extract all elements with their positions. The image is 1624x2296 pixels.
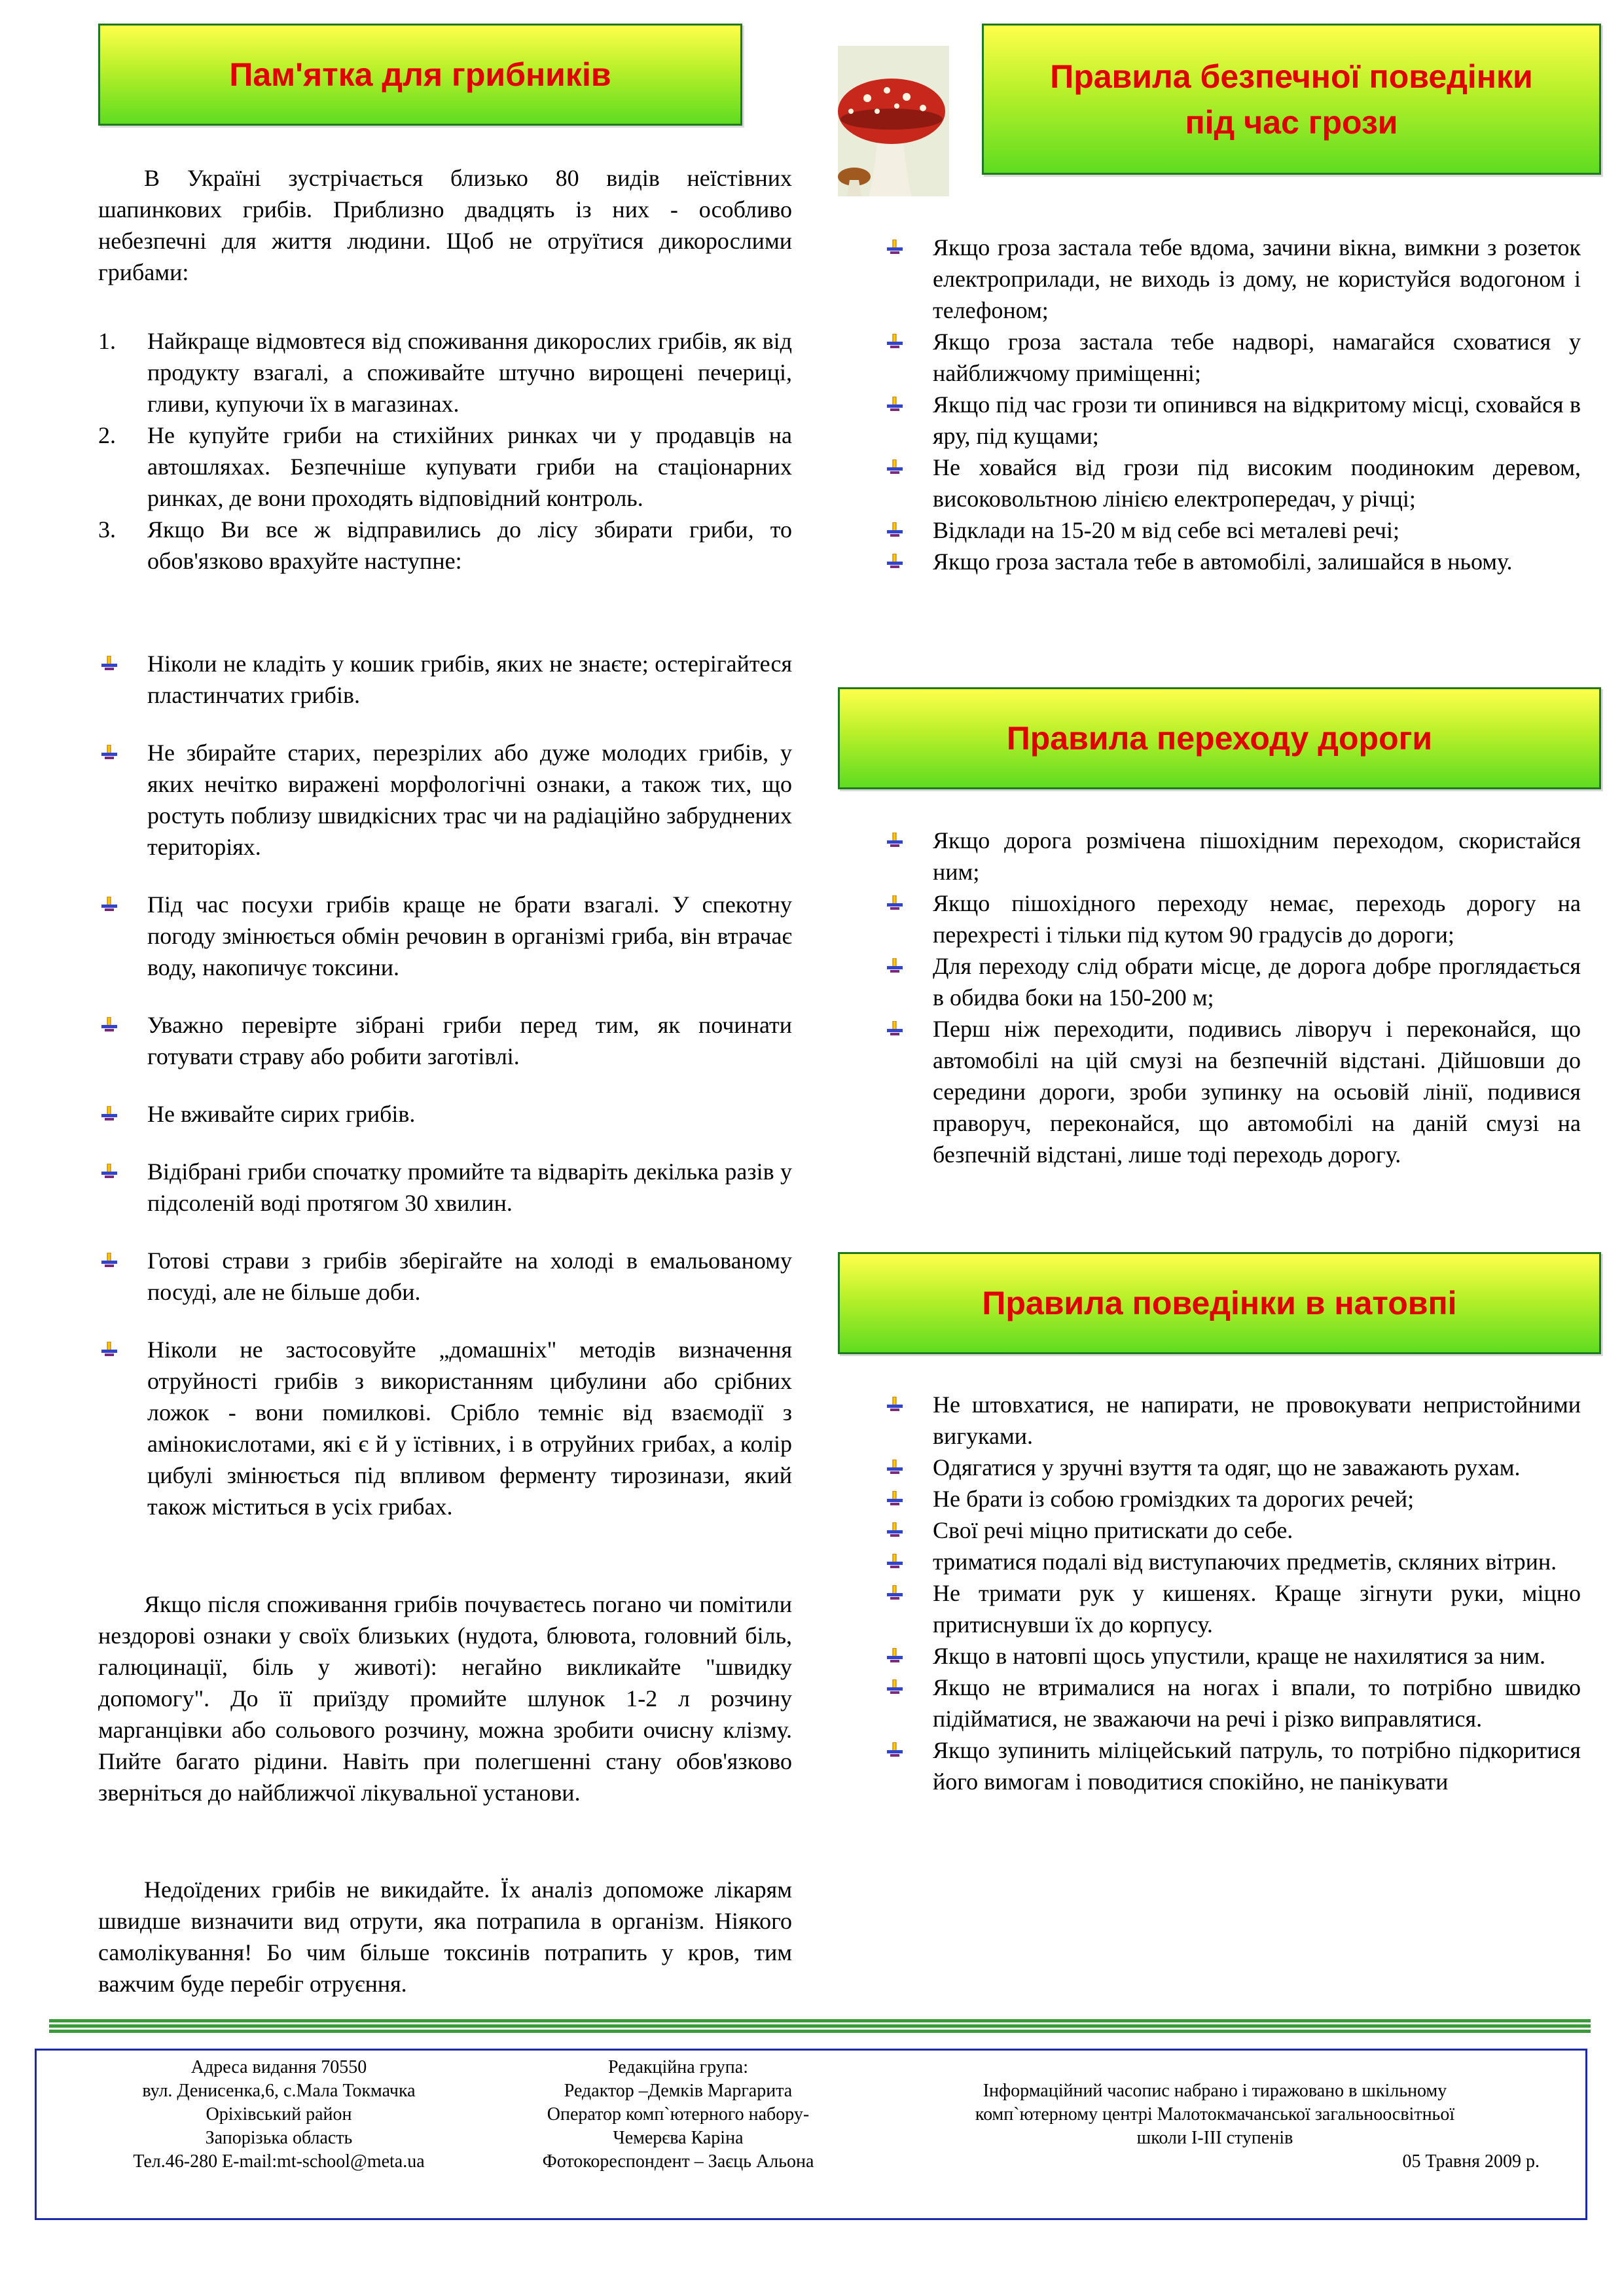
list-item: Готові страви з грибів зберігайте на холоді в емальованому посуді, але не більше доби. (98, 1245, 792, 1308)
bullet-icon (101, 897, 118, 914)
mushroom-tips-list (98, 648, 792, 1522)
mushroom-poisoning-advice: Якщо після споживання грибів почуваєтесь погано чи помітили нездорові ознаки у своїх близьких (нудота, блювота, головний біль, галюцинації, біль у животі): негайно викликайте "швидку допомогу". До її приїзду промийте шлунок 1-2 л розчину марганцівки або сольового розчину, можна зробити очисну клізму. Пийте багато рідини. Навіть при полегшенні стану обов'язково зверніться до найближчої лікувальної установи. (98, 1591, 792, 1806)
list-item: Не брати із собою громіздких та дорогих речей; (884, 1483, 1581, 1515)
list-item: Ніколи не застосовуйте „домашніх" методів визначення отруйності грибів з використанням цибулини або срібних ложок - вони помилкові. Срібло темніє від взаємодії з амінокислотами, які є й у їстівних, і в отруйних грибах, а колір цибулі змінюється під впливом ферменту тирозинази, який також міститься в усіх грибах. (98, 1334, 792, 1522)
list-item: 1. Найкраще відмовтеся від споживання дикорослих грибів, як від продукту взагалі, а споживайте штучно вирощені печериці, гливи, купуючи їх в магазинах. (98, 328, 792, 417)
footer-editorial: Редакційна група: Редактор –Демків Маргарита Оператор комп`ютерного набору- Чемерєва Каріна Фотокореспондент – Заєць Альона (542, 2057, 814, 2172)
mushroom-intro: В Україні зустрічається близько 80 видів неїстівних шапинкових грибів. Приблизно двадцять із них - особливо небезпечні для життя людини. Щоб не отруїтися дикорослими грибами: (98, 165, 792, 285)
bullet-icon (101, 745, 118, 762)
list-item: Одягатися у зручні взуття та одяг, що не заважають рухам. (884, 1452, 1581, 1483)
list-item: 2. Не купуйте гриби на стихійних ринках чи у продавців на автошляхах. Безпечніше купувати гриби на стаціонарних ринках, де вони проходять відповідний контроль. (98, 422, 792, 511)
bullet-icon (886, 1679, 903, 1696)
bullet-icon (101, 1164, 118, 1181)
bullet-icon (886, 459, 903, 476)
bullet-icon (886, 833, 903, 850)
bullet-icon (101, 1017, 118, 1034)
list-item: Свої речі міцно притискати до себе. (884, 1515, 1581, 1546)
list-item: Під час посухи грибів краще не брати взагалі. У спекотну погоду змінюється обмін речовин в організмі гриба, він втрачає воду, накопичує токсини. (98, 889, 792, 983)
footer-imprint (35, 2049, 1587, 2220)
bullet-icon (886, 1491, 903, 1508)
road-section-title: Правила переходу дороги (838, 687, 1601, 789)
road-rules-list (884, 825, 1581, 1170)
bullet-icon (886, 554, 903, 571)
mushroom-closing-note: Недоїдених грибів не викидайте. Їх аналіз допоможе лікарям швидше визначити вид отрути, яка потрапила в організм. Ніякого самолікування! Бо чим більше токсинів потрапить у кров, тим важчим буде перебіг отруєння. (98, 1876, 792, 1997)
list-item: Не вживайте сирих грибів. (98, 1098, 792, 1130)
bullet-icon (886, 240, 903, 257)
bullet-icon (886, 1742, 903, 1759)
bullet-icon (886, 1460, 903, 1477)
list-item: Якщо гроза застала тебе надворі, намагайся сховатися у найближчому приміщенні; (884, 326, 1581, 389)
list-item: Для переходу слід обрати місце, де дорога добре проглядається в обидва боки на 150-200 м; (884, 950, 1581, 1013)
mushroom-section-title: Пам'ятка для грибників (98, 24, 742, 126)
list-item: Якщо в натовпі щось упустили, краще не нахилятися за ним. (884, 1640, 1581, 1672)
list-item: Відклади на 15-20 м від себе всі металеві речі; (884, 514, 1581, 546)
footer-date: 05 Травня 2009 р. (1402, 2151, 1540, 2172)
list-item: Не ховайся від грози під високим поодиноким деревом, високовольтною лінією електропередач, у річці; (884, 452, 1581, 514)
footer-info: Інформаційний часопис набрано і тиражовано в шкільному комп`ютерному центрі Малотокмачанської загальноосвітньої школи І-ІІІ ступенів (975, 2081, 1455, 2148)
list-item: Перш ніж переходити, подивись ліворуч і переконайся, що автомобілі на цій смузі на безпечній відстані. Дійшовши до середини дороги, зроби зупинку на осьовій лінії, подивися праворуч, переконайся, що автомобілі на даній смузі на безпечній відстані, лише тоді переходь дорогу. (884, 1013, 1581, 1170)
storm-rules-list (884, 232, 1581, 577)
mushroom-numbered-list (98, 325, 792, 577)
bullet-icon (886, 522, 903, 539)
list-item: Якщо не втрималися на ногах і впали, то потрібно швидко підійматися, не зважаючи на речі і різко виправлятися. (884, 1672, 1581, 1734)
bullet-icon (101, 1106, 118, 1123)
bullet-icon (886, 1021, 903, 1038)
bullet-icon (886, 1522, 903, 1539)
list-item: Якщо дорога розмічена пішохідним переходом, скористайся ним; (884, 825, 1581, 888)
bullet-icon (886, 334, 903, 351)
crowd-rules-list (884, 1389, 1581, 1797)
bullet-icon (886, 895, 903, 912)
list-item: Не тримати рук у кишенях. Краще зігнути руки, міцно притиснувши їх до корпусу. (884, 1577, 1581, 1640)
list-item: Не збирайте старих, перезрілих або дуже молодих грибів, у яких нечітко виражені морфологічні ознаки, а також тих, що ростуть поблизу швидкісних трас чи на радіаційно забруднених територіях. (98, 737, 792, 863)
list-item: Не штовхатися, не напирати, не провокувати непристойними вигуками. (884, 1389, 1581, 1452)
list-item: Якщо гроза застала тебе в автомобілі, залишайся в ньому. (884, 546, 1581, 577)
list-item: Якщо гроза застала тебе вдома, зачини вікна, вимкни з розеток електроприлади, не виходь із дому, не користуйся водогоном і телефоном; (884, 232, 1581, 326)
list-item: триматися подалі від виступаючих предметів, скляних вітрин. (884, 1546, 1581, 1577)
list-item: 3. Якщо Ви все ж відправились до лісу збирати гриби, то обов'язково врахуйте наступне: (98, 516, 792, 574)
list-item: Ніколи не кладіть у кошик грибів, яких не знаєте; остерігайтеся пластинчатих грибів. (98, 648, 792, 711)
list-item: Уважно перевірте зібрані гриби перед тим, як починати готувати страву або робити заготівлі. (98, 1009, 792, 1072)
bullet-icon (101, 1342, 118, 1359)
storm-section-title: Правила безпечної поведінки під час грози (982, 24, 1601, 175)
list-item: Якщо під час грози ти опинився на відкритому місці, сховайся в яру, під кущами; (884, 389, 1581, 452)
bullet-icon (886, 1648, 903, 1665)
bullet-icon (886, 1585, 903, 1602)
bullet-icon (886, 397, 903, 414)
bullet-icon (886, 958, 903, 975)
crowd-section-title: Правила поведінки в натовпі (838, 1252, 1601, 1354)
bullet-icon (101, 1253, 118, 1270)
mushroom-image (838, 46, 949, 196)
bullet-icon (101, 656, 118, 673)
list-item: Якщо зупинить міліцейський патруль, то потрібно підкоритися його вимогам і поводитися спокійно, не панікувати (884, 1734, 1581, 1797)
list-item: Відібрані гриби спочатку промийте та відваріть декілька разів у підсоленій воді протягом 30 хвилин. (98, 1156, 792, 1219)
bullet-icon (886, 1554, 903, 1571)
list-item: Якщо пішохідного переходу немає, переходь дорогу на перехресті і тільки під кутом 90 градусів до дороги; (884, 888, 1581, 950)
bullet-icon (886, 1397, 903, 1414)
footer-divider (49, 2019, 1591, 2035)
footer-address: Адреса видання 70550 вул. Денисенка,6, с.Мала Токмачка Оріхівський район Запорізька область Тел.46-280 E-mail:mt-school@meta.ua (133, 2057, 425, 2172)
